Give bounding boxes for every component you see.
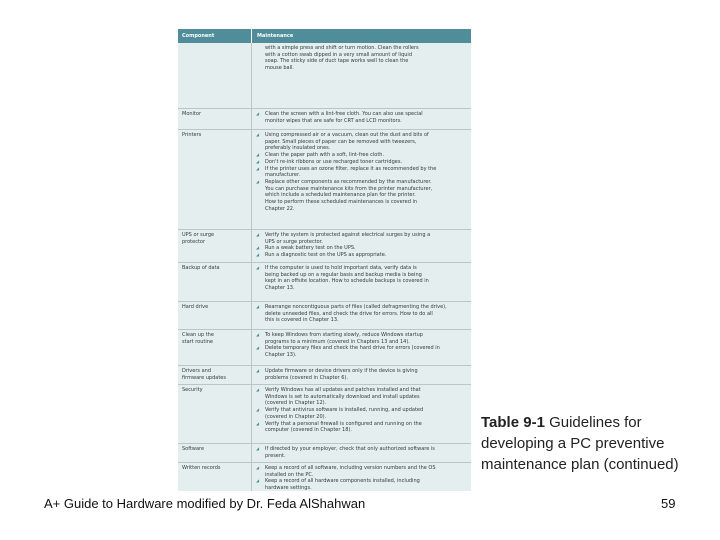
maintenance-text: If the computer is used to hold important data, verify data is (265, 265, 417, 271)
maintenance-line (256, 465, 468, 472)
maintenance-line (256, 414, 468, 421)
component-cell (182, 111, 248, 118)
bullet-icon: ◢ (256, 332, 260, 337)
maintenance-text: Chapter 13. (265, 285, 295, 292)
maintenance-cell (256, 368, 468, 381)
maintenance-text: (covered in Chapter 20). (265, 413, 327, 420)
maintenance-line (256, 239, 468, 246)
maintenance-text: programs to a minimum (covered in Chapters 13 and 14). (265, 338, 410, 345)
maintenance-text: (covered in Chapter 12). (265, 400, 327, 407)
bullet-icon: ◢ (256, 465, 260, 470)
maintenance-line (256, 368, 468, 375)
table-caption (481, 412, 681, 475)
maintenance-line (256, 206, 468, 213)
maintenance-text: which include a scheduled maintenance plan for the printer. (265, 192, 416, 199)
maintenance-text: You can purchase maintenance kits from the printer manufacturer, (265, 185, 433, 192)
component-label: Written records (182, 465, 221, 471)
maintenance-line (256, 317, 468, 324)
maintenance-line (256, 166, 468, 173)
maintenance-text: Replace other components as recommended by the manufacturer. (265, 178, 432, 185)
maintenance-cell (256, 45, 468, 72)
maintenance-text: manufacturer. (265, 172, 301, 179)
maintenance-text: installed on the PC. (265, 471, 314, 478)
maintenance-line (256, 304, 468, 311)
maintenance-line (256, 339, 468, 346)
maintenance-text: monitor wipes that are safe for CRT and LCD monitors. (265, 117, 402, 124)
component-cell (182, 332, 248, 345)
bullet-icon: ◢ (256, 252, 260, 258)
maintenance-line (256, 387, 468, 394)
component-label: UPS or surge (182, 232, 215, 238)
bullet-icon: ◢ (256, 158, 260, 164)
caption-label: Table 9-1 (481, 414, 545, 431)
header-component: Component (182, 33, 215, 39)
table-row (178, 301, 471, 330)
maintenance-text: Clean the paper path with a soft, lint-free cloth. (265, 152, 385, 159)
maintenance-text: paper. Small pieces of paper can be removed with tweezers, (265, 138, 417, 145)
maintenance-line (256, 118, 468, 125)
maintenance-line (256, 400, 468, 407)
bullet-icon: ◢ (256, 345, 260, 351)
component-label: Clean up the (182, 332, 214, 338)
maintenance-line (256, 311, 468, 318)
maintenance-line (256, 394, 468, 401)
maintenance-table (178, 29, 471, 491)
component-cell (182, 465, 248, 472)
maintenance-text: UPS or surge protector. (265, 238, 323, 245)
bullet-icon: ◢ (256, 387, 260, 392)
maintenance-text: Rearrange noncontiguous parts of files (called defragmenting the drive), (265, 304, 447, 310)
maintenance-line (256, 252, 468, 259)
maintenance-text: present. (265, 452, 286, 459)
maintenance-cell (256, 332, 468, 359)
bullet-icon: ◢ (256, 132, 260, 137)
maintenance-text: mouse ball. (265, 65, 294, 72)
header-maintenance: Maintenance (257, 33, 294, 39)
bullet-icon: ◢ (256, 420, 260, 426)
maintenance-line (256, 192, 468, 199)
component-cell (182, 446, 248, 453)
maintenance-text: Verify the system is protected against electrical surges by using a (265, 232, 431, 238)
maintenance-cell (256, 465, 468, 491)
maintenance-line (256, 285, 468, 292)
maintenance-text: problems (covered in Chapter 6). (265, 374, 348, 381)
component-cell (182, 387, 248, 394)
table-row (178, 365, 471, 385)
maintenance-line (256, 232, 468, 239)
maintenance-text: If the printer uses an ozone filter, replace it as recommended by the (265, 165, 437, 172)
bullet-icon: ◢ (256, 407, 260, 413)
maintenance-line (256, 179, 468, 186)
maintenance-cell (256, 132, 468, 212)
maintenance-text: computer (covered in Chapter 18). (265, 427, 352, 434)
maintenance-line (256, 478, 468, 485)
maintenance-line (256, 485, 468, 491)
bullet-icon: ◢ (256, 368, 260, 373)
component-label: protector (182, 238, 206, 245)
maintenance-line (256, 152, 468, 159)
maintenance-line (256, 265, 468, 272)
table-row (178, 462, 471, 491)
maintenance-line (256, 472, 468, 479)
maintenance-line (256, 453, 468, 460)
maintenance-text: Delete temporary files and check the hard drive for errors (covered in (265, 345, 440, 352)
component-cell (182, 232, 248, 245)
maintenance-text: delete unneeded files, and check the drive for errors. How to do all (265, 310, 433, 317)
maintenance-line (256, 172, 468, 179)
component-label: Software (182, 446, 205, 452)
bullet-icon: ◢ (256, 232, 260, 237)
table-row (178, 229, 471, 263)
maintenance-text: this is covered in Chapter 13. (265, 317, 339, 324)
maintenance-text: hardware settings. (265, 485, 312, 491)
maintenance-line (256, 421, 468, 428)
bullet-icon: ◢ (256, 478, 260, 484)
maintenance-text: If directed by your employer, check that only authorized software is (265, 446, 435, 452)
maintenance-line (256, 332, 468, 339)
maintenance-line (256, 132, 468, 139)
maintenance-text: Windows is set to automatically download and install updates (265, 393, 420, 400)
maintenance-line (256, 52, 468, 59)
table-row (178, 129, 471, 230)
component-label: Printers (182, 132, 202, 138)
maintenance-line (256, 245, 468, 252)
component-label: Hard drive (182, 304, 209, 310)
table-row (178, 108, 471, 130)
maintenance-cell (256, 265, 468, 292)
component-label: Security (182, 387, 203, 393)
component-cell (182, 132, 248, 139)
table-row (178, 443, 471, 463)
maintenance-line (256, 446, 468, 453)
maintenance-line (256, 145, 468, 152)
maintenance-text: Run a diagnostic test on the UPS as appropriate. (265, 252, 387, 259)
maintenance-text: Don't re-ink ribbons or use recharged toner cartridges. (265, 158, 403, 165)
maintenance-cell (256, 446, 468, 459)
table-row (178, 43, 471, 108)
maintenance-text: To keep Windows from starting slowly, reduce Windows startup (265, 332, 423, 338)
table-row (178, 329, 471, 366)
maintenance-text: Verify that antivirus software is installed, running, and updated (265, 407, 424, 414)
maintenance-text: with a simple press and shift or turn motion. Clean the rollers (265, 45, 419, 51)
maintenance-line (256, 272, 468, 279)
component-label: Drivers and (182, 368, 211, 374)
table-header (178, 29, 471, 43)
maintenance-text: being backed up on a regular basis and backup media is being (265, 271, 422, 278)
maintenance-text: Clean the screen with a lint-free cloth. You can also use special (265, 111, 423, 117)
component-label: Monitor (182, 111, 202, 117)
page-number: 59 (661, 496, 676, 511)
maintenance-line (256, 352, 468, 359)
bullet-icon: ◢ (256, 178, 260, 184)
bullet-icon: ◢ (256, 111, 260, 116)
maintenance-text: Verify that a personal firewall is configured and running on the (265, 420, 422, 427)
bullet-icon: ◢ (256, 446, 260, 451)
bullet-icon: ◢ (256, 304, 260, 309)
maintenance-line (256, 45, 468, 52)
maintenance-line (256, 375, 468, 382)
maintenance-text: kept in an offsite location. How to schedule backups is covered in (265, 278, 429, 285)
maintenance-cell (256, 111, 468, 124)
maintenance-line (256, 186, 468, 193)
maintenance-cell (256, 304, 468, 324)
table-row (178, 384, 471, 444)
maintenance-text: soap. The sticky side of duct tape works well to clean the (265, 58, 409, 65)
maintenance-line (256, 159, 468, 166)
bullet-icon: ◢ (256, 265, 260, 270)
bullet-icon: ◢ (256, 152, 260, 158)
bullet-icon: ◢ (256, 165, 260, 171)
maintenance-text: Keep a record of all hardware components installed, including (265, 478, 420, 485)
maintenance-line (256, 407, 468, 414)
table-row (178, 262, 471, 302)
maintenance-line (256, 345, 468, 352)
component-label: firmware updates (182, 374, 226, 381)
maintenance-line (256, 427, 468, 434)
maintenance-text: Using compressed air or a vacuum, clean out the dust and bits of (265, 132, 429, 138)
maintenance-text: with a cotton swab dipped in a very small amount of liquid (265, 51, 412, 58)
maintenance-text: How to perform these scheduled maintenances is covered in (265, 199, 418, 206)
component-label: start routine (182, 338, 214, 345)
maintenance-line (256, 199, 468, 206)
bullet-icon: ◢ (256, 245, 260, 251)
maintenance-line (256, 139, 468, 146)
maintenance-line (256, 65, 468, 72)
maintenance-text: Keep a record of all software, including version numbers and the OS (265, 465, 436, 471)
maintenance-text: Chapter 13). (265, 352, 297, 359)
maintenance-text: preferably insulated ones. (265, 145, 331, 152)
maintenance-text: Chapter 22. (265, 205, 295, 212)
footer-text: A+ Guide to Hardware modified by Dr. Feda AlShahwan (44, 496, 366, 511)
component-cell (182, 368, 248, 381)
component-label: Backup of data (182, 265, 220, 271)
maintenance-line (256, 111, 468, 118)
maintenance-line (256, 58, 468, 65)
maintenance-cell (256, 232, 468, 259)
maintenance-text: Run a weak battery test on the UPS. (265, 245, 356, 252)
component-cell (182, 304, 248, 311)
maintenance-cell (256, 387, 468, 434)
component-cell (182, 265, 248, 272)
caption-text: Guidelines for developing a PC preventive maintenance plan (continued) (481, 414, 679, 473)
maintenance-text: Verify Windows has all updates and patches installed and that (265, 387, 421, 393)
maintenance-line (256, 278, 468, 285)
maintenance-text: Update firmware or device drivers only if the device is giving (265, 368, 418, 374)
